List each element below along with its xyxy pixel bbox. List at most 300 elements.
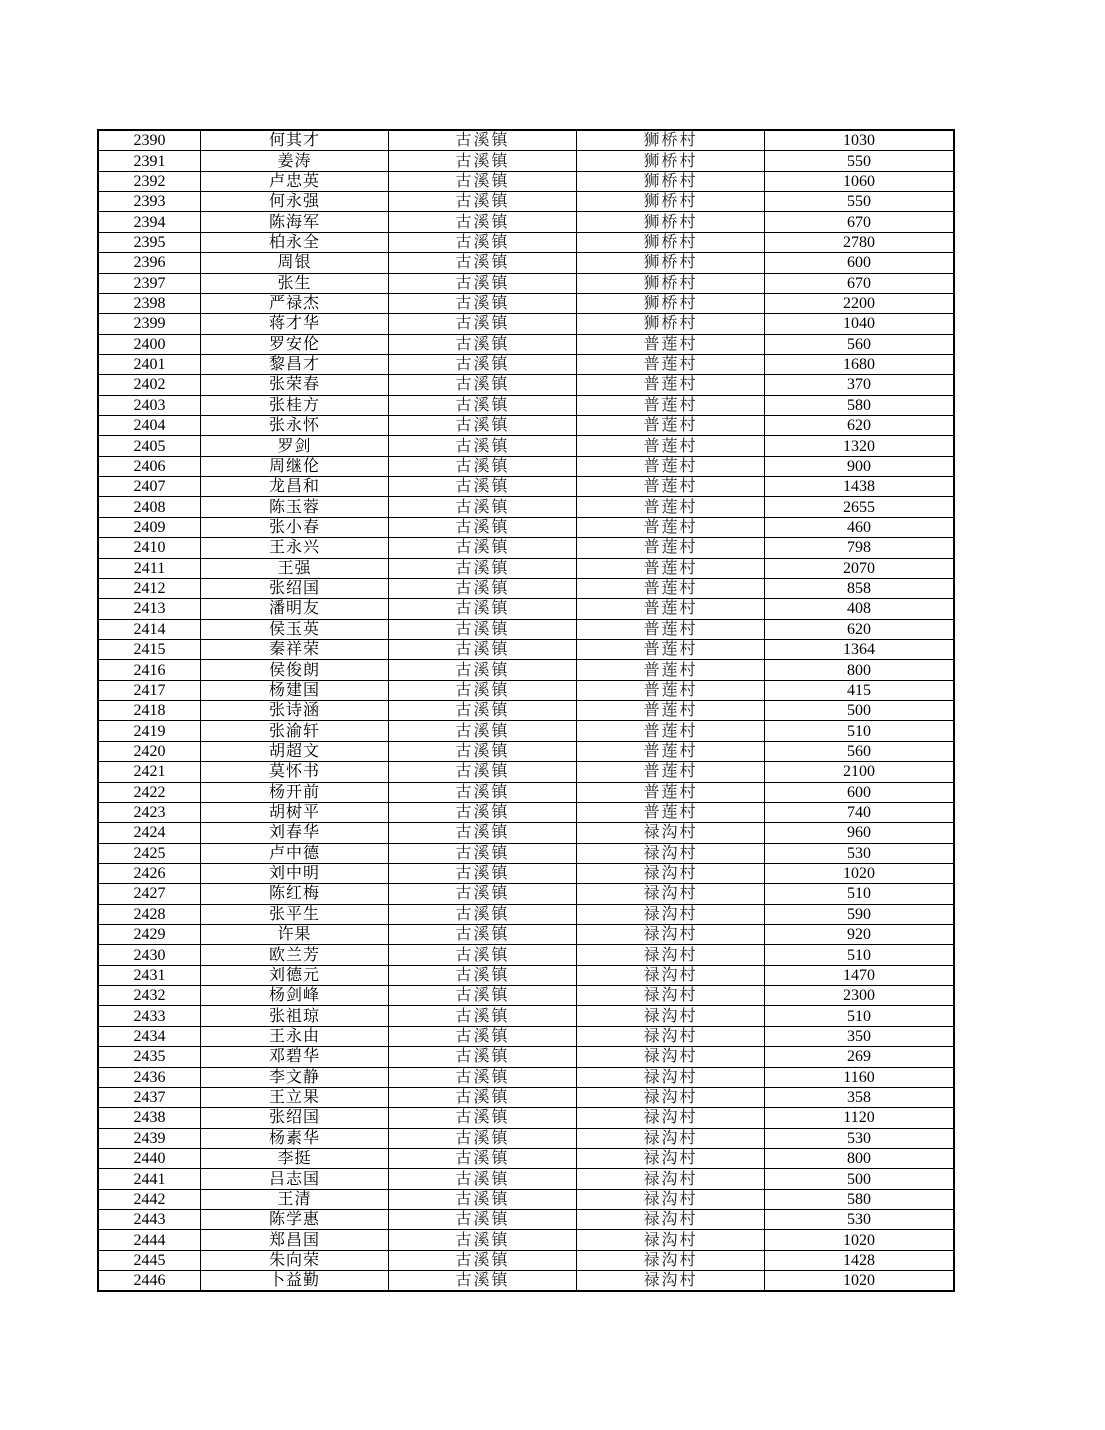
village-cell: 禄沟村 [577, 904, 765, 924]
row-number-cell: 2426 [98, 863, 201, 883]
village-cell: 禄沟村 [577, 1047, 765, 1067]
row-number-cell: 2391 [98, 151, 201, 171]
village-cell: 狮桥村 [577, 273, 765, 293]
name-cell: 罗安伦 [201, 334, 389, 354]
row-number-cell: 2442 [98, 1189, 201, 1209]
table-row [98, 334, 954, 354]
table-row [98, 1026, 954, 1046]
table-row [98, 762, 954, 782]
table-row [98, 701, 954, 721]
row-number-cell: 2419 [98, 721, 201, 741]
amount-cell: 800 [765, 1148, 955, 1168]
row-number-cell: 2423 [98, 802, 201, 822]
row-number-cell: 2399 [98, 314, 201, 334]
row-number-cell: 2444 [98, 1230, 201, 1250]
village-cell: 狮桥村 [577, 192, 765, 212]
town-cell: 古溪镇 [389, 680, 577, 700]
village-cell: 普莲村 [577, 741, 765, 761]
name-cell: 吕志国 [201, 1169, 389, 1189]
town-cell: 古溪镇 [389, 212, 577, 232]
table-row [98, 925, 954, 945]
amount-cell: 2780 [765, 232, 955, 252]
village-cell: 普莲村 [577, 802, 765, 822]
table-row [98, 1128, 954, 1148]
village-cell: 狮桥村 [577, 232, 765, 252]
name-cell: 张桂方 [201, 395, 389, 415]
town-cell: 古溪镇 [389, 477, 577, 497]
row-number-cell: 2439 [98, 1128, 201, 1148]
town-cell: 古溪镇 [389, 965, 577, 985]
village-cell: 禄沟村 [577, 986, 765, 1006]
table-row [98, 884, 954, 904]
amount-cell: 1364 [765, 639, 955, 659]
amount-cell: 510 [765, 721, 955, 741]
name-cell: 张诗涵 [201, 701, 389, 721]
amount-cell: 1120 [765, 1108, 955, 1128]
village-cell: 狮桥村 [577, 151, 765, 171]
town-cell: 古溪镇 [389, 1006, 577, 1026]
row-number-cell: 2431 [98, 965, 201, 985]
village-cell: 普莲村 [577, 660, 765, 680]
town-cell: 古溪镇 [389, 334, 577, 354]
town-cell: 古溪镇 [389, 354, 577, 374]
table-row [98, 1230, 954, 1250]
amount-cell: 670 [765, 273, 955, 293]
table-row [98, 395, 954, 415]
village-cell: 普莲村 [577, 701, 765, 721]
town-cell: 古溪镇 [389, 1210, 577, 1230]
amount-cell: 1040 [765, 314, 955, 334]
town-cell: 古溪镇 [389, 538, 577, 558]
amount-cell: 580 [765, 1189, 955, 1209]
village-cell: 普莲村 [577, 599, 765, 619]
town-cell: 古溪镇 [389, 986, 577, 1006]
town-cell: 古溪镇 [389, 1189, 577, 1209]
amount-cell: 1438 [765, 477, 955, 497]
name-cell: 王永由 [201, 1026, 389, 1046]
village-cell: 狮桥村 [577, 293, 765, 313]
row-number-cell: 2396 [98, 253, 201, 273]
table-row [98, 151, 954, 171]
town-cell: 古溪镇 [389, 721, 577, 741]
amount-cell: 500 [765, 701, 955, 721]
row-number-cell: 2397 [98, 273, 201, 293]
amount-cell: 370 [765, 375, 955, 395]
table-row [98, 823, 954, 843]
village-cell: 禄沟村 [577, 1230, 765, 1250]
table-row [98, 192, 954, 212]
row-number-cell: 2443 [98, 1210, 201, 1230]
name-cell: 王立果 [201, 1087, 389, 1107]
town-cell: 古溪镇 [389, 904, 577, 924]
village-cell: 禄沟村 [577, 1169, 765, 1189]
town-cell: 古溪镇 [389, 762, 577, 782]
town-cell: 古溪镇 [389, 578, 577, 598]
amount-cell: 620 [765, 416, 955, 436]
village-cell: 普莲村 [577, 497, 765, 517]
town-cell: 古溪镇 [389, 1169, 577, 1189]
town-cell: 古溪镇 [389, 151, 577, 171]
name-cell: 严禄杰 [201, 293, 389, 313]
name-cell: 李挺 [201, 1148, 389, 1168]
name-cell: 何其才 [201, 130, 389, 151]
name-cell: 张绍国 [201, 578, 389, 598]
town-cell: 古溪镇 [389, 884, 577, 904]
row-number-cell: 2414 [98, 619, 201, 639]
amount-cell: 858 [765, 578, 955, 598]
table-row [98, 1210, 954, 1230]
table-row [98, 212, 954, 232]
town-cell: 古溪镇 [389, 1026, 577, 1046]
name-cell: 张绍国 [201, 1108, 389, 1128]
town-cell: 古溪镇 [389, 171, 577, 191]
name-cell: 侯玉英 [201, 619, 389, 639]
amount-cell: 800 [765, 660, 955, 680]
amount-cell: 408 [765, 599, 955, 619]
town-cell: 古溪镇 [389, 863, 577, 883]
name-cell: 张平生 [201, 904, 389, 924]
town-cell: 古溪镇 [389, 517, 577, 537]
amount-cell: 560 [765, 741, 955, 761]
row-number-cell: 2400 [98, 334, 201, 354]
amount-cell: 1470 [765, 965, 955, 985]
village-cell: 禄沟村 [577, 1006, 765, 1026]
table-row [98, 375, 954, 395]
village-cell: 普莲村 [577, 334, 765, 354]
amount-cell: 510 [765, 945, 955, 965]
row-number-cell: 2422 [98, 782, 201, 802]
table-row [98, 1250, 954, 1270]
village-cell: 普莲村 [577, 456, 765, 476]
village-cell: 禄沟村 [577, 1210, 765, 1230]
amount-cell: 2070 [765, 558, 955, 578]
table-row [98, 599, 954, 619]
amount-cell: 600 [765, 782, 955, 802]
amount-cell: 740 [765, 802, 955, 822]
village-cell: 禄沟村 [577, 925, 765, 945]
name-cell: 杨开前 [201, 782, 389, 802]
table-row [98, 293, 954, 313]
row-number-cell: 2430 [98, 945, 201, 965]
village-cell: 普莲村 [577, 436, 765, 456]
village-cell: 禄沟村 [577, 843, 765, 863]
name-cell: 邓碧华 [201, 1047, 389, 1067]
table-row [98, 680, 954, 700]
town-cell: 古溪镇 [389, 416, 577, 436]
town-cell: 古溪镇 [389, 130, 577, 151]
town-cell: 古溪镇 [389, 843, 577, 863]
table-row [98, 253, 954, 273]
name-cell: 李文静 [201, 1067, 389, 1087]
village-cell: 禄沟村 [577, 1067, 765, 1087]
row-number-cell: 2437 [98, 1087, 201, 1107]
row-number-cell: 2407 [98, 477, 201, 497]
row-number-cell: 2438 [98, 1108, 201, 1128]
table-row [98, 1006, 954, 1026]
town-cell: 古溪镇 [389, 253, 577, 273]
town-cell: 古溪镇 [389, 823, 577, 843]
row-number-cell: 2425 [98, 843, 201, 863]
table-row [98, 782, 954, 802]
table-row [98, 1189, 954, 1209]
amount-cell: 1428 [765, 1250, 955, 1270]
row-number-cell: 2424 [98, 823, 201, 843]
town-cell: 古溪镇 [389, 456, 577, 476]
row-number-cell: 2440 [98, 1148, 201, 1168]
table-row [98, 1087, 954, 1107]
village-cell: 普莲村 [577, 416, 765, 436]
town-cell: 古溪镇 [389, 558, 577, 578]
town-cell: 古溪镇 [389, 1271, 577, 1292]
table-row [98, 436, 954, 456]
amount-cell: 670 [765, 212, 955, 232]
name-cell: 杨素华 [201, 1128, 389, 1148]
town-cell: 古溪镇 [389, 395, 577, 415]
table-row [98, 904, 954, 924]
town-cell: 古溪镇 [389, 314, 577, 334]
village-cell: 禄沟村 [577, 863, 765, 883]
town-cell: 古溪镇 [389, 782, 577, 802]
town-cell: 古溪镇 [389, 701, 577, 721]
row-number-cell: 2416 [98, 660, 201, 680]
town-cell: 古溪镇 [389, 741, 577, 761]
name-cell: 杨建国 [201, 680, 389, 700]
table-row [98, 517, 954, 537]
town-cell: 古溪镇 [389, 1108, 577, 1128]
name-cell: 张祖琼 [201, 1006, 389, 1026]
village-cell: 普莲村 [577, 762, 765, 782]
amount-cell: 960 [765, 823, 955, 843]
row-number-cell: 2445 [98, 1250, 201, 1270]
town-cell: 古溪镇 [389, 639, 577, 659]
amount-cell: 1060 [765, 171, 955, 191]
village-cell: 禄沟村 [577, 1087, 765, 1107]
name-cell: 秦祥荣 [201, 639, 389, 659]
table-row [98, 1047, 954, 1067]
village-cell: 普莲村 [577, 354, 765, 374]
row-number-cell: 2417 [98, 680, 201, 700]
row-number-cell: 2413 [98, 599, 201, 619]
village-cell: 普莲村 [577, 477, 765, 497]
name-cell: 张永怀 [201, 416, 389, 436]
name-cell: 莫怀书 [201, 762, 389, 782]
name-cell: 王清 [201, 1189, 389, 1209]
village-cell: 狮桥村 [577, 130, 765, 151]
row-number-cell: 2390 [98, 130, 201, 151]
amount-cell: 530 [765, 1128, 955, 1148]
name-cell: 陈海军 [201, 212, 389, 232]
row-number-cell: 2408 [98, 497, 201, 517]
table-row [98, 619, 954, 639]
row-number-cell: 2398 [98, 293, 201, 313]
town-cell: 古溪镇 [389, 660, 577, 680]
town-cell: 古溪镇 [389, 273, 577, 293]
name-cell: 王强 [201, 558, 389, 578]
row-number-cell: 2392 [98, 171, 201, 191]
name-cell: 胡超文 [201, 741, 389, 761]
row-number-cell: 2429 [98, 925, 201, 945]
table-row [98, 863, 954, 883]
village-cell: 禄沟村 [577, 945, 765, 965]
table-row [98, 1108, 954, 1128]
row-number-cell: 2393 [98, 192, 201, 212]
village-cell: 禄沟村 [577, 1128, 765, 1148]
amount-cell: 510 [765, 884, 955, 904]
village-cell: 普莲村 [577, 782, 765, 802]
table-row [98, 802, 954, 822]
town-cell: 古溪镇 [389, 945, 577, 965]
row-number-cell: 2428 [98, 904, 201, 924]
table-row [98, 1148, 954, 1168]
town-cell: 古溪镇 [389, 802, 577, 822]
row-number-cell: 2420 [98, 741, 201, 761]
roster-table [97, 129, 955, 1292]
name-cell: 朱向荣 [201, 1250, 389, 1270]
amount-cell: 415 [765, 680, 955, 700]
amount-cell: 580 [765, 395, 955, 415]
table-row [98, 456, 954, 476]
row-number-cell: 2409 [98, 517, 201, 537]
name-cell: 张荣春 [201, 375, 389, 395]
amount-cell: 560 [765, 334, 955, 354]
row-number-cell: 2403 [98, 395, 201, 415]
amount-cell: 530 [765, 1210, 955, 1230]
name-cell: 张生 [201, 273, 389, 293]
table-row [98, 741, 954, 761]
name-cell: 刘德元 [201, 965, 389, 985]
town-cell: 古溪镇 [389, 1128, 577, 1148]
village-cell: 禄沟村 [577, 1148, 765, 1168]
amount-cell: 269 [765, 1047, 955, 1067]
name-cell: 陈玉蓉 [201, 497, 389, 517]
name-cell: 王永兴 [201, 538, 389, 558]
row-number-cell: 2412 [98, 578, 201, 598]
village-cell: 禄沟村 [577, 965, 765, 985]
table-row [98, 1169, 954, 1189]
village-cell: 禄沟村 [577, 884, 765, 904]
table-row [98, 578, 954, 598]
name-cell: 黎昌才 [201, 354, 389, 374]
name-cell: 杨剑峰 [201, 986, 389, 1006]
amount-cell: 2655 [765, 497, 955, 517]
amount-cell: 1320 [765, 436, 955, 456]
village-cell: 普莲村 [577, 619, 765, 639]
town-cell: 古溪镇 [389, 599, 577, 619]
village-cell: 普莲村 [577, 517, 765, 537]
table-row [98, 416, 954, 436]
town-cell: 古溪镇 [389, 1047, 577, 1067]
amount-cell: 530 [765, 843, 955, 863]
row-number-cell: 2432 [98, 986, 201, 1006]
table-row [98, 843, 954, 863]
row-number-cell: 2427 [98, 884, 201, 904]
name-cell: 周银 [201, 253, 389, 273]
village-cell: 普莲村 [577, 639, 765, 659]
name-cell: 蒋才华 [201, 314, 389, 334]
table-row [98, 273, 954, 293]
row-number-cell: 2405 [98, 436, 201, 456]
village-cell: 狮桥村 [577, 253, 765, 273]
village-cell: 普莲村 [577, 578, 765, 598]
village-cell: 狮桥村 [577, 212, 765, 232]
name-cell: 龙昌和 [201, 477, 389, 497]
name-cell: 卢中德 [201, 843, 389, 863]
table-row [98, 1067, 954, 1087]
town-cell: 古溪镇 [389, 1250, 577, 1270]
amount-cell: 510 [765, 1006, 955, 1026]
amount-cell: 1020 [765, 1230, 955, 1250]
amount-cell: 1160 [765, 1067, 955, 1087]
table-row [98, 130, 954, 151]
table-row [98, 945, 954, 965]
amount-cell: 900 [765, 456, 955, 476]
name-cell: 卜益勤 [201, 1271, 389, 1292]
town-cell: 古溪镇 [389, 375, 577, 395]
name-cell: 周继伦 [201, 456, 389, 476]
town-cell: 古溪镇 [389, 619, 577, 639]
village-cell: 普莲村 [577, 538, 765, 558]
name-cell: 罗剑 [201, 436, 389, 456]
row-number-cell: 2404 [98, 416, 201, 436]
amount-cell: 1020 [765, 863, 955, 883]
table-row [98, 171, 954, 191]
table-row [98, 558, 954, 578]
village-cell: 普莲村 [577, 558, 765, 578]
name-cell: 侯俊朗 [201, 660, 389, 680]
row-number-cell: 2415 [98, 639, 201, 659]
name-cell: 胡树平 [201, 802, 389, 822]
name-cell: 张小春 [201, 517, 389, 537]
table-row [98, 314, 954, 334]
name-cell: 刘中明 [201, 863, 389, 883]
amount-cell: 460 [765, 517, 955, 537]
row-number-cell: 2435 [98, 1047, 201, 1067]
table-row [98, 354, 954, 374]
row-number-cell: 2441 [98, 1169, 201, 1189]
town-cell: 古溪镇 [389, 192, 577, 212]
amount-cell: 350 [765, 1026, 955, 1046]
table-row [98, 477, 954, 497]
town-cell: 古溪镇 [389, 1067, 577, 1087]
row-number-cell: 2421 [98, 762, 201, 782]
name-cell: 郑昌国 [201, 1230, 389, 1250]
amount-cell: 358 [765, 1087, 955, 1107]
amount-cell: 2200 [765, 293, 955, 313]
row-number-cell: 2401 [98, 354, 201, 374]
amount-cell: 1680 [765, 354, 955, 374]
amount-cell: 2100 [765, 762, 955, 782]
roster-table-body [98, 130, 954, 1291]
village-cell: 普莲村 [577, 375, 765, 395]
amount-cell: 550 [765, 151, 955, 171]
row-number-cell: 2410 [98, 538, 201, 558]
row-number-cell: 2418 [98, 701, 201, 721]
town-cell: 古溪镇 [389, 436, 577, 456]
village-cell: 禄沟村 [577, 1250, 765, 1270]
name-cell: 张渝轩 [201, 721, 389, 741]
name-cell: 欧兰芳 [201, 945, 389, 965]
table-row [98, 639, 954, 659]
row-number-cell: 2434 [98, 1026, 201, 1046]
table-row [98, 660, 954, 680]
table-row [98, 965, 954, 985]
village-cell: 禄沟村 [577, 1026, 765, 1046]
table-row [98, 721, 954, 741]
row-number-cell: 2406 [98, 456, 201, 476]
village-cell: 禄沟村 [577, 823, 765, 843]
town-cell: 古溪镇 [389, 1148, 577, 1168]
table-row [98, 232, 954, 252]
